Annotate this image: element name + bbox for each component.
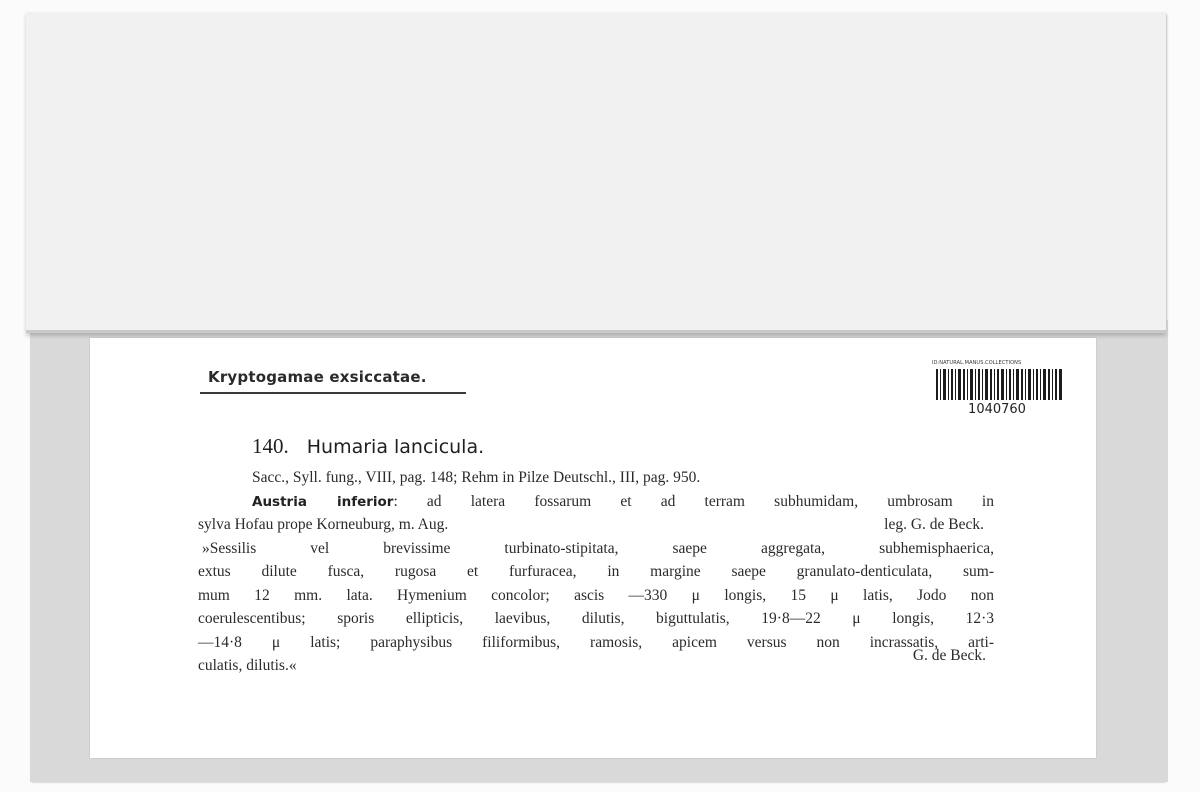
locality-text-2: sylva Hofau prope Korneuburg, m. Aug.	[198, 516, 449, 533]
exsiccata-number: 140.	[252, 434, 289, 458]
barcode-icon	[936, 369, 1062, 400]
description-text: extus dilute fusca, rugosa et furfuracea, in margine saepe granulato-denticulata, sum-	[198, 563, 994, 580]
author: G. de Beck.	[912, 647, 986, 664]
description-line	[198, 537, 994, 561]
reference-line	[198, 466, 994, 490]
specimen-label	[90, 338, 1096, 758]
description-text: —14·8 μ latis; paraphysibus filiformibus, ramosis, apicem versus non incrassatis, arti-	[198, 633, 994, 651]
label-body	[198, 466, 994, 678]
collector: leg. G. de Beck.	[884, 516, 984, 533]
description-text: culatis, dilutis.«	[198, 657, 297, 674]
species-name: Humaria lancicula.	[306, 436, 485, 458]
barcode-block	[928, 360, 1066, 422]
label-header: Kryptogamae exsiccatae.	[208, 368, 427, 386]
description-text: »Sessilis vel brevissime turbinato-stipitata, saepe aggregata, subhemisphaerica,	[202, 539, 994, 557]
locality-line-2	[198, 513, 994, 537]
header-underline	[200, 392, 466, 394]
locality-label: Austria inferior	[252, 493, 394, 510]
description-line	[198, 584, 994, 608]
description-line	[198, 631, 994, 655]
description-text: coerulescentibus; sporis ellipticis, laevibus, dilutis, biguttulatis, 19·8—22 μ longis, 12·3	[198, 610, 994, 627]
description-line	[198, 647, 994, 678]
locality-line	[198, 490, 994, 514]
description-text: mum 12 mm. lata. Hymenium concolor; ascis —330 μ longis, 15 μ latis, Jodo non	[198, 586, 994, 604]
barcode-bars	[936, 369, 1062, 400]
description-line	[198, 607, 994, 631]
description-line	[198, 560, 994, 584]
locality-text: : ad latera fossarum et ad terram subhumidam, umbrosam in	[393, 492, 994, 510]
barcode-caption: ID:NATURAL.MANUS.COLLECTIONS	[932, 360, 1022, 366]
reference-text: Sacc., Syll. fung., VIII, pag. 148; Rehm in Pilze Deutschl., III, pag. 950.	[252, 469, 701, 486]
packet-flap	[26, 12, 1166, 333]
species-title	[252, 434, 484, 459]
catalog-number: 1040760	[968, 402, 1026, 417]
